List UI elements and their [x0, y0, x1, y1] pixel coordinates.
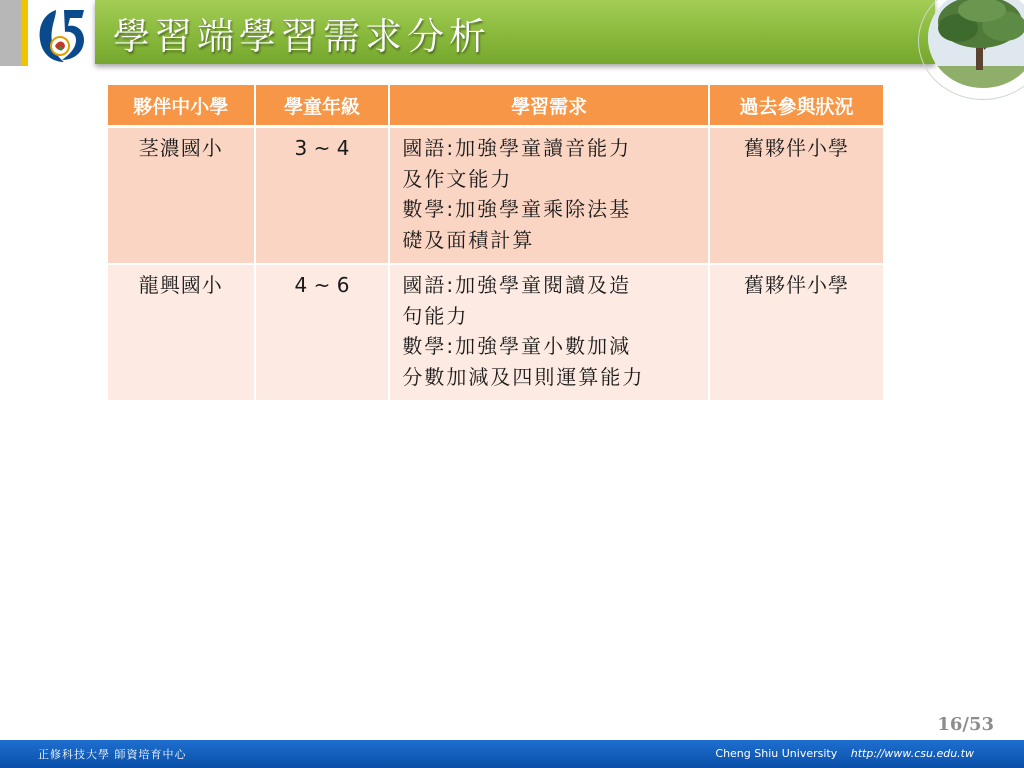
past-participation-cell: 舊夥伴小學: [709, 264, 883, 401]
learning-needs-table: [108, 85, 883, 402]
needs-line: 數學:加強學童乘除法基: [402, 197, 632, 221]
header-partner-school: 夥伴中小學: [108, 85, 255, 127]
needs-cell: [389, 264, 709, 401]
needs-line: 礎及面積計算: [402, 227, 535, 252]
left-yellow-accent: [22, 0, 28, 66]
footer-organization: 正修科技大學 師資培育中心: [38, 748, 187, 761]
table-header-row: [108, 85, 883, 127]
footer-bar: [0, 740, 1024, 768]
slide-title: 學習端學習需求分析: [113, 15, 491, 58]
footer-university: Cheng Shiu University: [715, 747, 838, 760]
table-row: [108, 264, 883, 401]
needs-cell: [389, 127, 709, 265]
university-logo-icon: [34, 4, 90, 66]
footer-url: http://www.csu.edu.tw: [850, 747, 974, 760]
grade-cell: 3 ~ 4: [255, 127, 390, 265]
needs-line: 國語:加強學童讀音能力: [402, 136, 632, 160]
school-cell: 茎濃國小: [108, 127, 255, 265]
header-grade: 學童年級: [255, 85, 390, 127]
needs-line: 及作文能力: [402, 166, 513, 191]
table-row: [108, 127, 883, 265]
needs-line: 數學:加強學童小數加減: [402, 334, 632, 358]
needs-line: 國語:加強學童閱讀及造: [402, 273, 632, 297]
school-cell: 龍興國小: [108, 264, 255, 401]
needs-line: 分數加減及四則運算能力: [402, 364, 645, 389]
past-participation-cell: 舊夥伴小學: [709, 127, 883, 265]
grade-cell: 4 ~ 6: [255, 264, 390, 401]
left-gray-strip: [0, 0, 22, 66]
page-number: 16/53: [937, 714, 994, 735]
header-past-participation: 過去參與狀況: [709, 85, 883, 127]
header-learning-needs: 學習需求: [389, 85, 709, 127]
footer-right: [715, 747, 974, 760]
needs-line: 句能力: [402, 303, 469, 328]
title-bar: [95, 0, 935, 64]
